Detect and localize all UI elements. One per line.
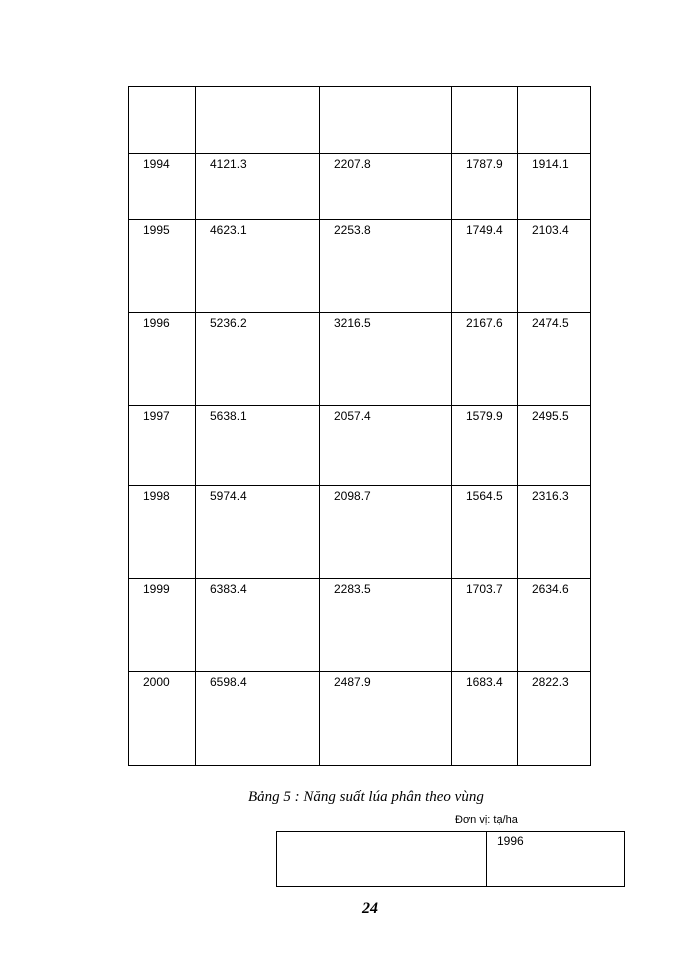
- table-cell: 1994: [129, 154, 196, 220]
- page-number: 24: [362, 900, 378, 917]
- table-row: [129, 672, 591, 766]
- table-row: [129, 220, 591, 313]
- table-cell: 5236.2: [196, 313, 320, 406]
- table-cell: 5974.4: [196, 486, 320, 579]
- table-cell: 4623.1: [196, 220, 320, 313]
- table-cell: 2103.4: [518, 220, 591, 313]
- table-cell: 1703.7: [452, 579, 518, 672]
- table-cell: 3216.5: [320, 313, 452, 406]
- table-cell: 1996: [487, 832, 625, 887]
- table-cell: 1996: [129, 313, 196, 406]
- table-row: [129, 406, 591, 486]
- table-cell: [452, 87, 518, 154]
- table-cell: 2000: [129, 672, 196, 766]
- table-cell: 4121.3: [196, 154, 320, 220]
- table-cell: 2057.4: [320, 406, 452, 486]
- table-cell: [129, 87, 196, 154]
- table-cell: 2487.9: [320, 672, 452, 766]
- table-cell: 1999: [129, 579, 196, 672]
- table-row: [129, 486, 591, 579]
- table-row: [129, 313, 591, 406]
- table-cell: 2316.3: [518, 486, 591, 579]
- table-cell: 1998: [129, 486, 196, 579]
- table-cell: [277, 832, 487, 887]
- table-row: [129, 579, 591, 672]
- data-table: [128, 86, 591, 766]
- table-cell: [518, 87, 591, 154]
- table-cell: 2634.6: [518, 579, 591, 672]
- table-cell: 2495.5: [518, 406, 591, 486]
- table-cell: 1995: [129, 220, 196, 313]
- table-cell: 5638.1: [196, 406, 320, 486]
- table-cell: 1914.1: [518, 154, 591, 220]
- unit-label: Đơn vị: tạ/ha: [455, 814, 518, 826]
- table-row: [129, 154, 591, 220]
- table-cell: 6383.4: [196, 579, 320, 672]
- second-table: [276, 831, 625, 887]
- table-cell: 1579.9: [452, 406, 518, 486]
- table-row: [129, 87, 591, 154]
- table-cell: 1997: [129, 406, 196, 486]
- table-cell: 2822.3: [518, 672, 591, 766]
- table-cell: 1683.4: [452, 672, 518, 766]
- table-row: [277, 832, 625, 887]
- table-cell: 1564.5: [452, 486, 518, 579]
- table-cell: 2098.7: [320, 486, 452, 579]
- table-cell: 1749.4: [452, 220, 518, 313]
- table-cell: 1787.9: [452, 154, 518, 220]
- table-cell: 2474.5: [518, 313, 591, 406]
- table-cell: 6598.4: [196, 672, 320, 766]
- table-cell: 2167.6: [452, 313, 518, 406]
- table-cell: [196, 87, 320, 154]
- table-caption: Bảng 5 : Năng suất lúa phân theo vùng: [248, 789, 484, 805]
- table-cell: 2253.8: [320, 220, 452, 313]
- table-cell: 2283.5: [320, 579, 452, 672]
- table-cell: 2207.8: [320, 154, 452, 220]
- table-cell: [320, 87, 452, 154]
